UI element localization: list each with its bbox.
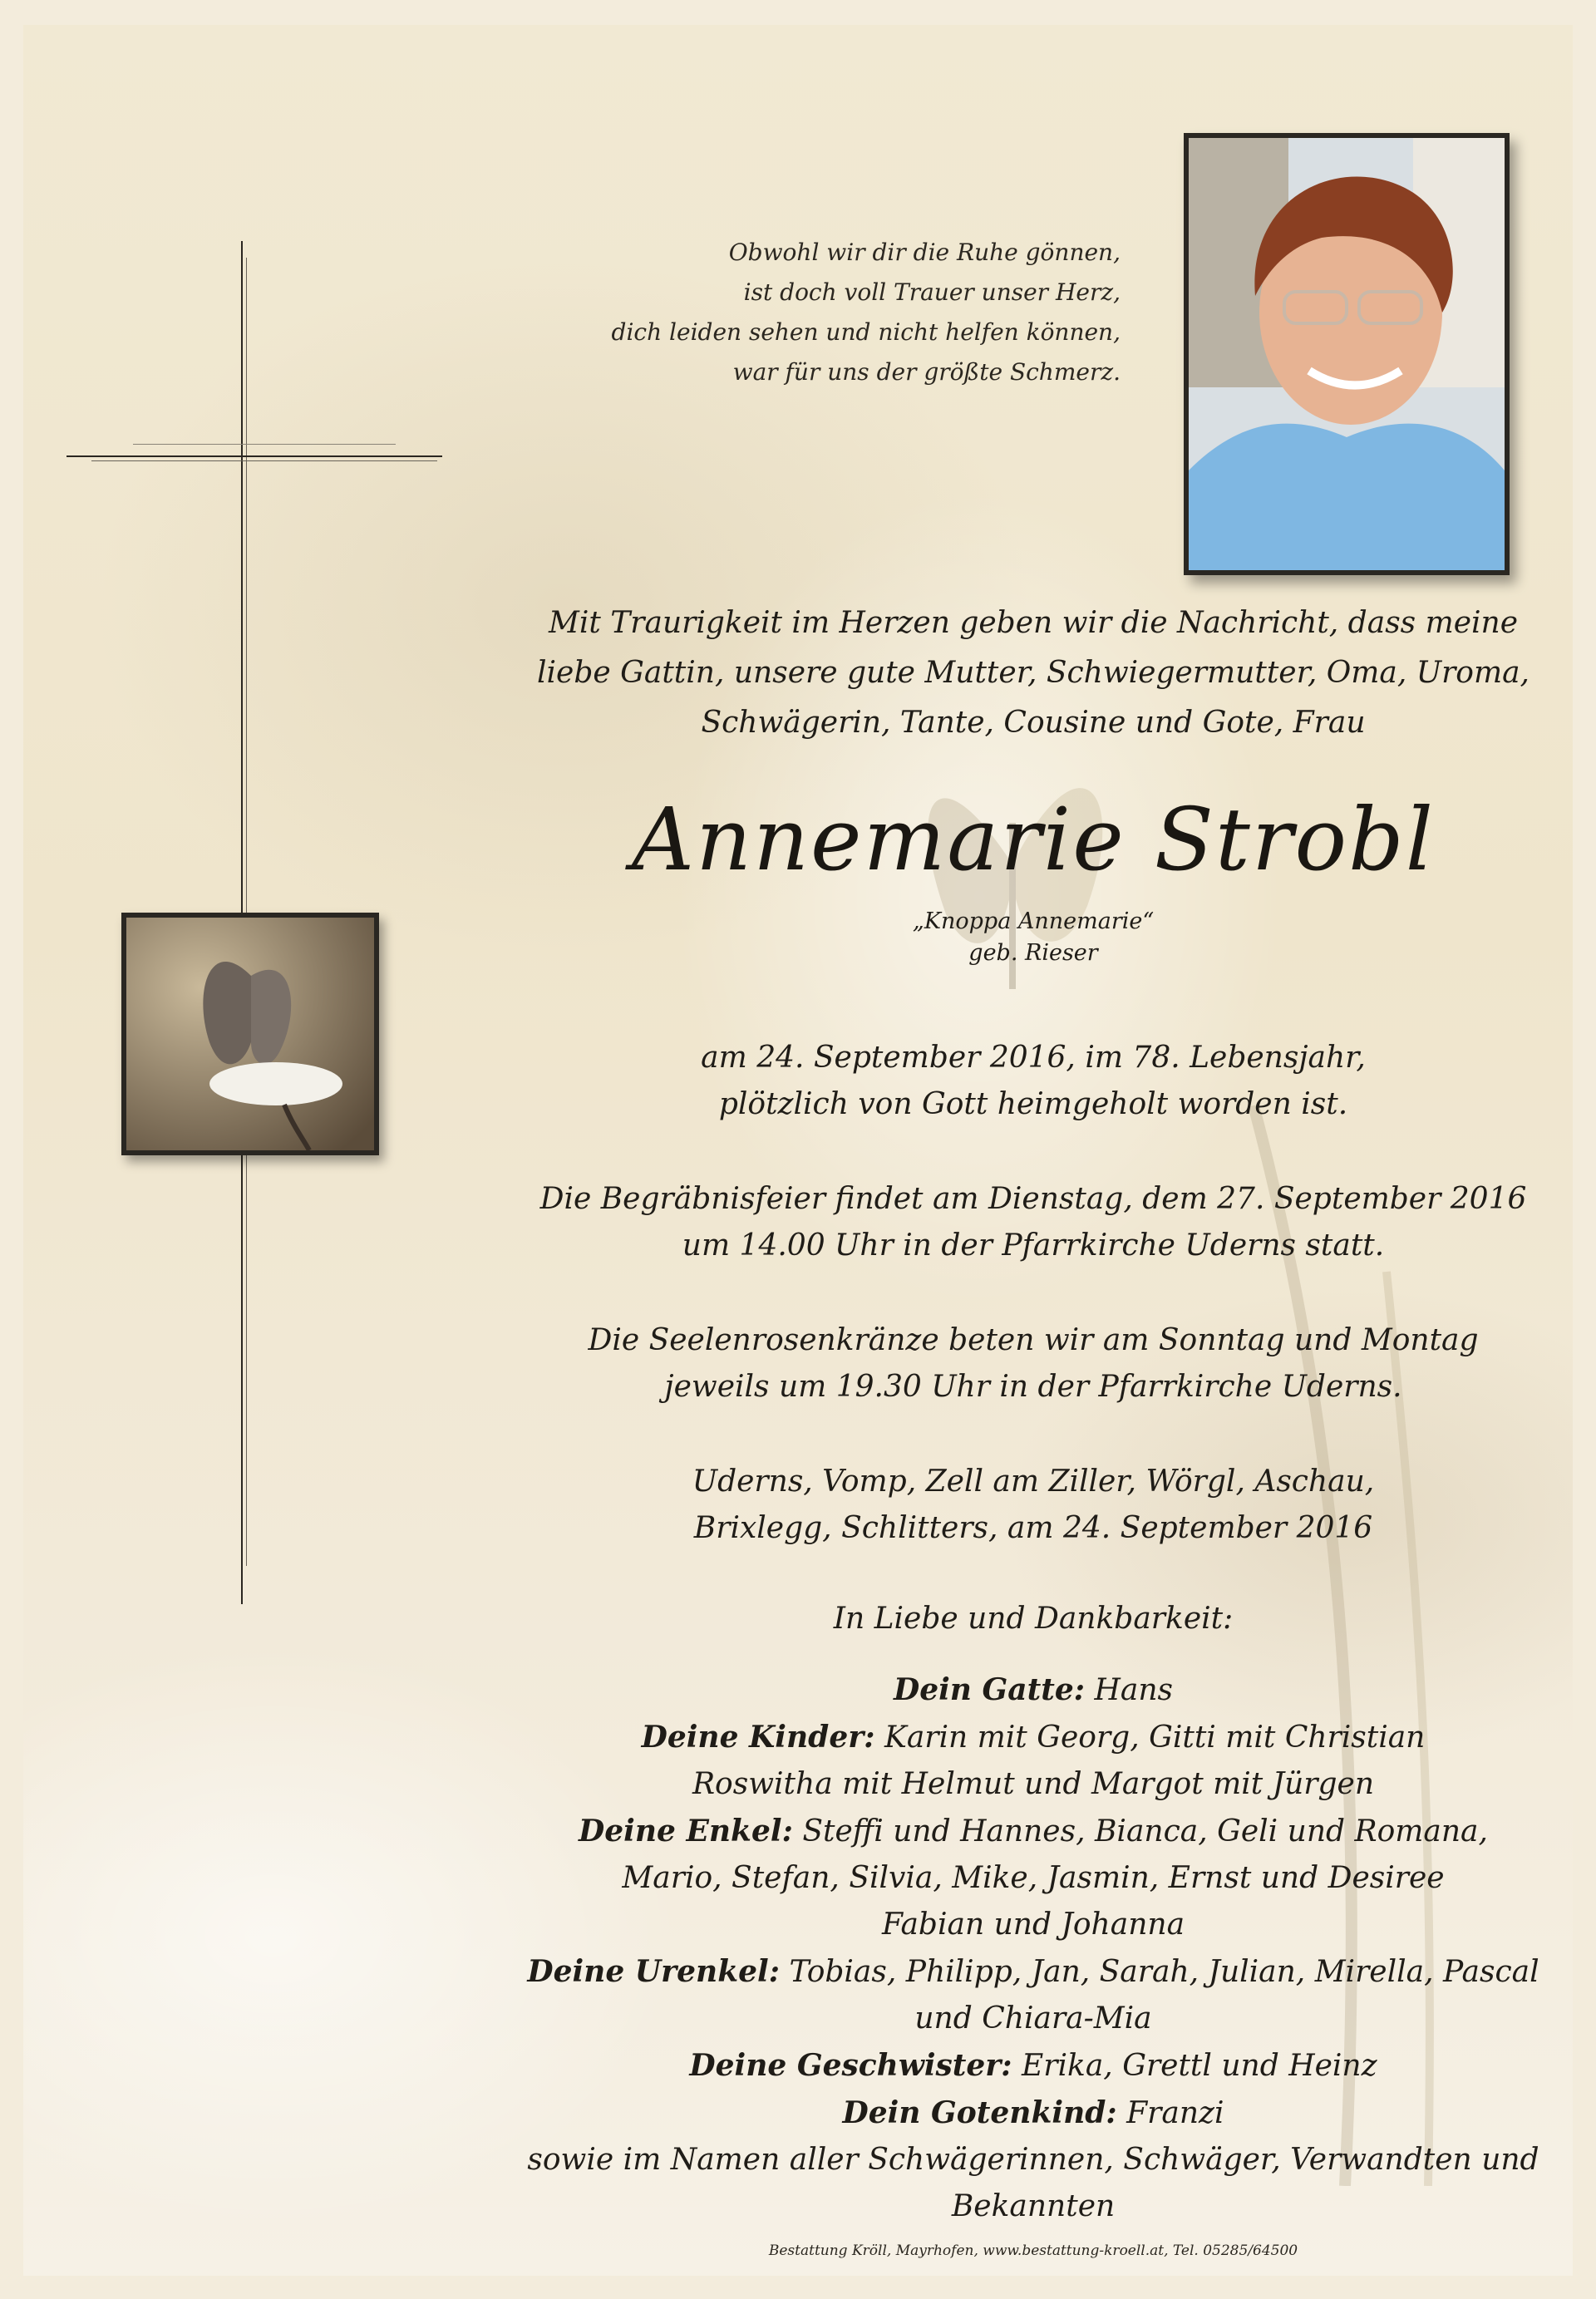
poem-line: ist doch voll Trauer unser Herz, [743, 278, 1121, 306]
poem-line: Obwohl wir dir die Ruhe gönnen, [728, 239, 1121, 266]
family-names: Steffi und Hannes, Bianca, Geli und Romana, [792, 1814, 1488, 1849]
family-spouse [489, 1666, 1573, 1714]
funeral-line: Die Begräbnisfeier findet am Dienstag, dem 27. September 2016 [539, 1182, 1527, 1216]
funeral-notice [489, 1176, 1573, 1269]
family-names: Karin mit Georg, Gitti mit Christian [874, 1721, 1426, 1755]
deceased-details [489, 906, 1573, 969]
family-names: Franzi [1116, 2096, 1224, 2130]
family-godchild [489, 2090, 1573, 2137]
butterfly-photo [121, 913, 379, 1155]
funeral-line: um 14.00 Uhr in der Pfarrkirche Uderns statt. [682, 1228, 1385, 1263]
family-names: Erika, Grettl und Heinz [1012, 2049, 1377, 2083]
family-others-cont: Bekannten [951, 2189, 1116, 2223]
rosary-line: Die Seelenrosenkränze beten wir am Sonntag und Montag [588, 1323, 1479, 1357]
intro-line: Mit Traurigkeit im Herzen geben wir die Nachricht, dass meine [548, 606, 1519, 640]
family-label: Deine Urenkel: [527, 1954, 781, 1989]
places-line: Uderns, Vomp, Zell am Ziller, Wörgl, Aschau, [692, 1465, 1375, 1499]
family-grandchildren-cont: Mario, Stefan, Silvia, Mike, Jasmin, Ernst und Desiree [622, 1861, 1445, 1895]
family-label: Dein Gotenkind: [842, 2095, 1117, 2130]
death-line: plötzlich von Gott heimgeholt worden ist. [718, 1087, 1348, 1121]
family-others: sowie im Namen aller Schwägerinnen, Schwäger, Verwandten und [527, 2143, 1539, 2177]
rosary-notice [489, 1317, 1573, 1410]
deceased-name: Annemarie Strobl [631, 789, 1436, 890]
family-grandchildren-cont: Fabian und Johanna [881, 1908, 1185, 1942]
family-names: Tobias, Philipp, Jan, Sarah, Julian, Mirella, Pascal [780, 1955, 1539, 1989]
family-label: Deine Geschwister: [689, 2048, 1012, 2083]
family-great-grandchildren-cont: und Chiara-Mia [914, 2001, 1152, 2036]
rosary-line: jeweils um 19.30 Uhr in der Pfarrkirche Uderns. [664, 1370, 1402, 1404]
cross-horizontal-line [66, 455, 442, 462]
poem-line: war für uns der größte Schmerz. [732, 358, 1121, 386]
footer-funeral-home: Bestattung Kröll, Mayrhofen, www.bestattung-kroell.at, Tel. 05285/64500 [768, 2242, 1298, 2259]
family-names: Hans [1085, 1673, 1173, 1707]
poem [489, 233, 1121, 392]
family-siblings [489, 2042, 1573, 2090]
intro-line: liebe Gattin, unsere gute Mutter, Schwiegermutter, Oma, Uroma, [536, 656, 1530, 690]
portrait-photo [1184, 133, 1510, 575]
family-label: Dein Gatte: [894, 1672, 1086, 1707]
obituary-sheet [23, 25, 1573, 2276]
places-and-date [489, 1459, 1573, 1552]
intro-text [489, 598, 1573, 748]
family-grandchildren [489, 1808, 1573, 1855]
thanks-line: In Liebe und Dankbarkeit: [833, 1602, 1234, 1636]
family-great-grandchildren [489, 1948, 1573, 1996]
family-label: Deine Enkel: [579, 1814, 793, 1849]
family-children-cont: Roswitha mit Helmut und Margot mit Jürgen [692, 1767, 1375, 1801]
death-notice [489, 1035, 1573, 1128]
death-line: am 24. September 2016, im 78. Lebensjahr, [701, 1041, 1366, 1075]
family-list [489, 1666, 1573, 2230]
family-label: Deine Kinder: [641, 1720, 875, 1755]
poem-line: dich leiden sehen und nicht helfen können, [611, 318, 1121, 346]
maiden-name: geb. Rieser [968, 940, 1098, 966]
family-children [489, 1714, 1573, 1761]
intro-line: Schwägerin, Tante, Cousine und Gote, Frau [701, 706, 1366, 740]
nickname: „Knoppa Annemarie“ [912, 908, 1155, 934]
places-line: Brixlegg, Schlitters, am 24. September 2016 [693, 1511, 1373, 1545]
